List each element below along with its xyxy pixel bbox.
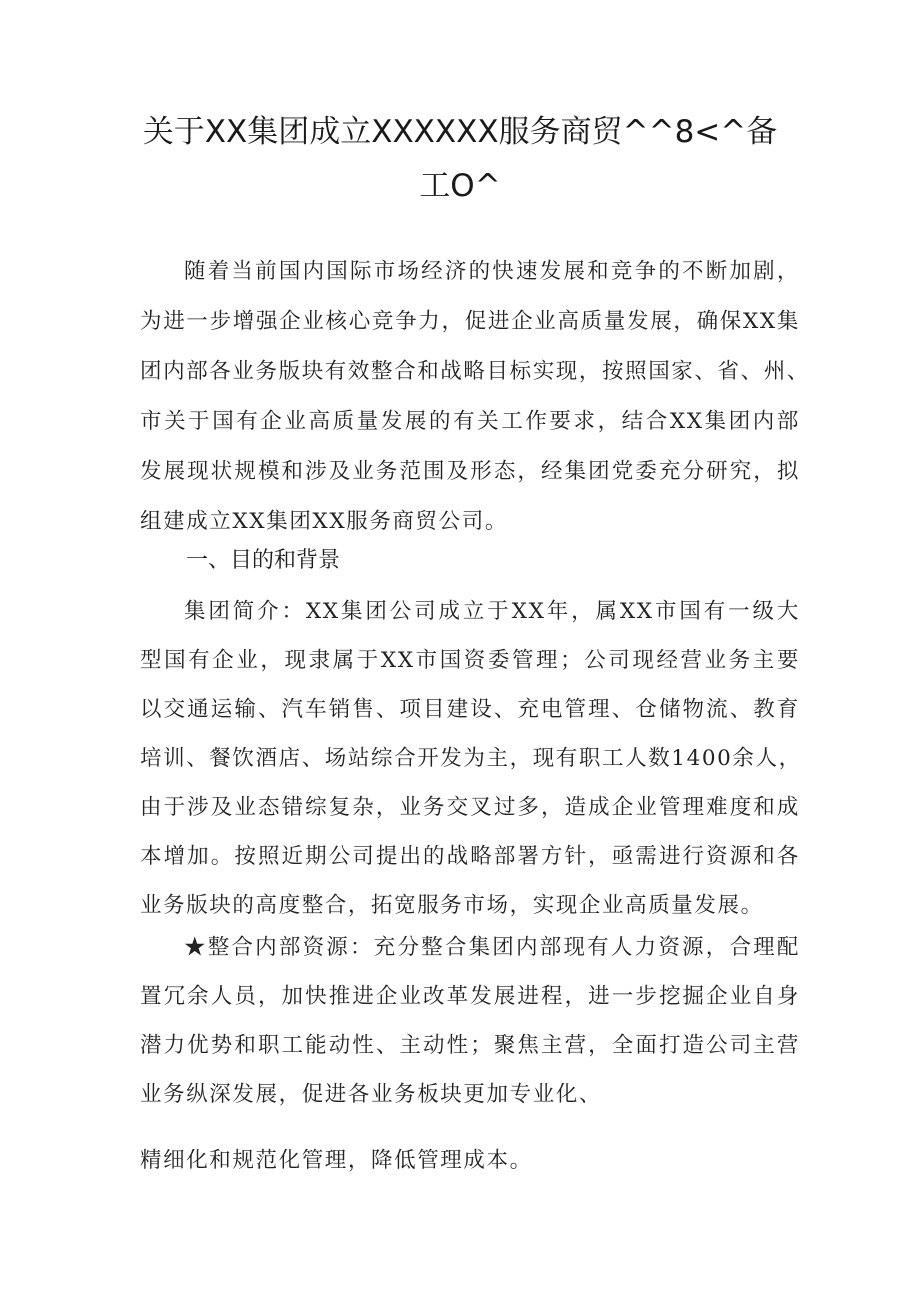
paragraph-2-line: 本增加。按照近期公司提出的战略部署方针，亟需进行资源和各 (140, 844, 800, 869)
paragraph-3-line: 潜力优势和职工能动性、主动性；聚焦主营，全面打造公司主营 (140, 1033, 800, 1058)
paragraph-3-line: 业务纵深发展，促进各业务板块更加专业化、 (140, 1082, 603, 1107)
paragraph-3-line: 精细化和规范化管理，降低管理成本。 (140, 1148, 533, 1173)
paragraph-2-line: 以交通运输、汽车销售、项目建设、充电管理、仓储物流、教育 (140, 697, 800, 722)
paragraph-3-line: ★整合内部资源：充分整合集团内部现有人力资源，合理配 (184, 935, 800, 960)
document-title-line-1: 关于XX集团成立XXXXXX服务商贸^^8<^备 (142, 114, 778, 150)
paragraph-1-line: 发展现状规模和涉及业务范围及形态，经集团党委充分研究，拟 (140, 459, 800, 484)
paragraph-2-line: 业务版块的高度整合，拓宽服务市场，实现企业高质量发展。 (140, 893, 764, 918)
paragraph-2-line: 由于涉及业态错综复杂，业务交叉过多，造成企业管理难度和成 (140, 795, 800, 820)
paragraph-1-line: 市关于国有企业高质量发展的有关工作要求，结合XX集团内部 (140, 409, 800, 434)
paragraph-1-line: 随着当前国内国际市场经济的快速发展和竞争的不断加剧， (184, 259, 800, 284)
section-heading: 一、目的和背景 (186, 548, 341, 573)
document-title-line-2: 工O^ (419, 168, 501, 204)
paragraph-1-line: 团内部各业务版块有效整合和战略目标实现，按照国家、省、州、 (140, 359, 810, 384)
paragraph-1-line: 为进一步增强企业核心竞争力，促进企业高质量发展，确保XX集 (140, 309, 800, 334)
paragraph-1-line: 组建成立XX集团XX服务商贸公司。 (140, 509, 508, 534)
paragraph-2-line: 型国有企业，现隶属于XX市国资委管理；公司现经营业务主要 (140, 648, 800, 673)
paragraph-3-line: 置冗余人员，加快推进企业改革发展进程，进一步挖掘企业自身 (140, 984, 800, 1009)
paragraph-2-line: 集团简介：XX集团公司成立于XX年，属XX市国有一级大 (184, 599, 800, 624)
paragraph-2-line: 培训、餐饮酒店、场站综合开发为主，现有职工人数1400余人， (140, 746, 802, 771)
